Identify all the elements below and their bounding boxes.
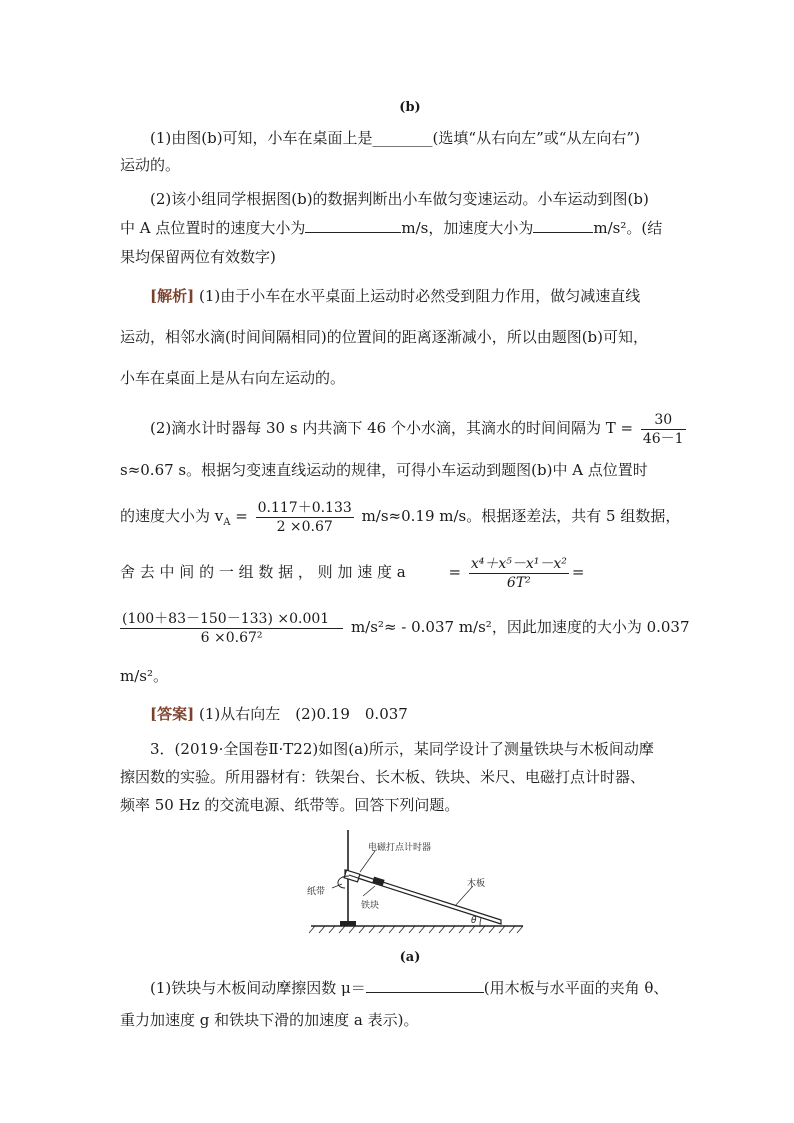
- analysis-p1-line1: [150, 286, 640, 306]
- answer-line: [150, 704, 408, 724]
- q2-text-a: 中 A 点位置时的速度大小为: [120, 219, 306, 237]
- fraction-T-numerator: 30: [641, 411, 686, 430]
- analysis-p1-line3: 小车在桌面上是从右向左运动的。: [120, 369, 346, 387]
- q3-line3: 频率 50 Hz 的交流电源、纸带等。回答下列问题。: [120, 796, 460, 814]
- answer-blank-velocity[interactable]: [305, 218, 401, 233]
- analysis-p2-l4-text: 舍 去 中 间 的 一 组 数 据 ， 则 加 速 度 a: [120, 563, 406, 581]
- angle-arc: [480, 918, 481, 926]
- q3-sub1-line1: [150, 978, 668, 998]
- q2-line3: 果均保留两位有效数字): [120, 248, 276, 266]
- acceleration-eq-tail: =: [571, 563, 585, 581]
- velocity-eq: =: [230, 507, 248, 525]
- q2-text-c: m/s²。(结: [593, 219, 663, 237]
- fraction-T: [641, 411, 686, 448]
- fraction-acceleration-numeric-denominator: 6 ×0.67²: [200, 629, 263, 646]
- fraction-acceleration-formula: [469, 555, 569, 592]
- analysis-p2-line1: [150, 406, 689, 450]
- analysis-p2-l5-tail: m/s²≈ - 0.037 m/s²，因此加速度的大小为 0.037: [350, 618, 690, 636]
- q3-sub1-line2: 重力加速度 g 和铁块下滑的加速度 a 表示)。: [120, 1011, 419, 1029]
- label-timer: 电磁打点计时器: [368, 843, 432, 853]
- ground-hatching: [309, 926, 523, 933]
- answer-text: (1)从右向左 (2)0.19 0.037: [198, 705, 408, 723]
- analysis-p1-l1-text: (1)由于小车在水平桌面上运动时必然受到阻力作用，做匀减速直线: [198, 287, 641, 305]
- velocity-subscript: A: [223, 517, 231, 528]
- analysis-p1-line2: 运动，相邻水滴(时间间隔相同)的位置间的距离逐渐减小，所以由题图(b)可知，: [120, 328, 649, 346]
- label-block: 铁块: [361, 901, 380, 911]
- figure-b-caption: (b): [399, 100, 421, 115]
- figure-a-caption: (a): [399, 950, 421, 965]
- analysis-p2-l1-text: (2)滴水计时器每 30 s 内共滴下 46 个小水滴，其滴水的时间间隔为 T =: [150, 419, 634, 437]
- analysis-p2-l3-tail: m/s≈0.19 m/s。根据逐差法，共有 5 组数据，: [361, 507, 681, 525]
- iron-block: [372, 877, 384, 886]
- label-board: 木板: [467, 879, 486, 889]
- fraction-velocity-numerator: 0.117＋0.133: [257, 499, 352, 516]
- acceleration-eq: =: [448, 563, 462, 581]
- q2-line1: (2)该小组同学根据图(b)的数据判断出小车做匀变速运动。小车运动到图(b): [150, 190, 649, 208]
- answer-blank-mu[interactable]: [366, 978, 484, 993]
- analysis-p2-line4: [120, 552, 584, 592]
- q1-line2: 运动的。: [120, 156, 181, 174]
- experiment-figure: [305, 826, 530, 938]
- fraction-velocity-denominator: 2 ×0.67: [276, 518, 333, 535]
- q3-line1: 3．(2019·全国卷Ⅱ·T22)如图(a)所示，某同学设计了测量铁块与木板间动摩: [150, 740, 654, 758]
- q2-text-b: m/s，加速度大小为: [401, 219, 534, 237]
- answer-blank-acceleration[interactable]: [533, 218, 593, 233]
- fraction-velocity: [256, 499, 354, 536]
- answer-tag: [答案]: [150, 705, 195, 723]
- fraction-acceleration-denominator: 6T²: [506, 574, 531, 591]
- q3-sub1-text-b: (用木板与水平面的夹角 θ、: [483, 979, 669, 997]
- fraction-acceleration-numerator: x⁴＋x⁵－x¹－x²: [470, 555, 567, 572]
- label-tape: 纸带: [307, 887, 326, 897]
- analysis-p2-line3: [120, 496, 680, 536]
- q2-line2: [120, 218, 662, 238]
- label-angle: θ: [471, 916, 477, 926]
- q3-sub1-text-a: (1)铁块与木板间动摩擦因数 μ＝: [150, 979, 366, 997]
- fraction-acceleration-numeric: [120, 610, 343, 647]
- analysis-p2-line5: [120, 607, 690, 647]
- q3-line2: 擦因数的实验。所用器材有：铁架台、长木板、铁块、米尺、电磁打点计时器、: [120, 768, 646, 786]
- analysis-p2-line2: s≈0.67 s。根据匀变速直线运动的规律，可得小车运动到题图(b)中 A 点位置时: [120, 461, 648, 479]
- fraction-acceleration-numeric-numerator: (100＋83－150－133) ×0.001: [120, 610, 343, 629]
- q1-line1: (1)由图(b)可知，小车在桌面上是________(选填“从右向左”或“从左向右”): [150, 129, 640, 147]
- analysis-tag: [解析]: [150, 287, 195, 305]
- fraction-T-denominator: 46－1: [642, 430, 684, 447]
- velocity-label: 的速度大小为 v: [120, 507, 224, 525]
- analysis-p2-line6: m/s²。: [120, 667, 168, 685]
